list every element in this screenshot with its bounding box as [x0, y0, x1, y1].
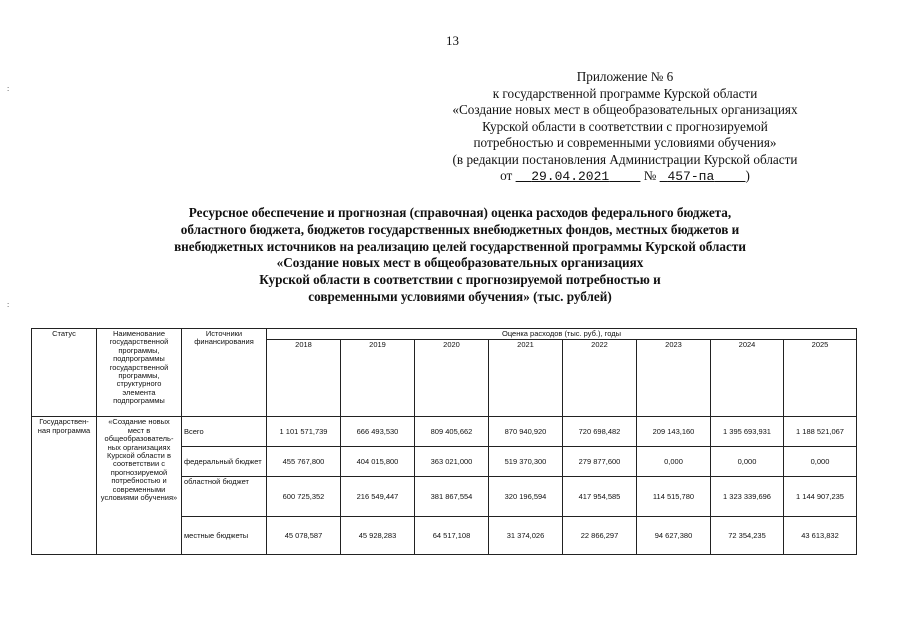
appendix-line: «Создание новых мест в общеобразовательных организациях: [452, 102, 798, 117]
title-line: областного бюджета, бюджетов государственных внебюджетных фондов, местных бюджетов и: [180, 221, 740, 237]
appendix-line: потребностью и современными условиями обучения»: [473, 135, 777, 150]
value-cell: 0,000: [637, 447, 711, 477]
header-year: 2023: [637, 340, 711, 417]
table-row: [32, 417, 857, 447]
appendix-block: [360, 69, 890, 186]
source-cell: Всего: [182, 417, 267, 447]
value-cell: 870 940,920: [489, 417, 563, 447]
margin-mark: :: [7, 84, 10, 93]
value-cell: 1 395 693,931: [711, 417, 784, 447]
header-status: Статус: [32, 329, 97, 417]
title-line: «Создание новых мест в общеобразовательных организациях: [276, 255, 644, 271]
value-cell: 0,000: [784, 447, 857, 477]
page-number: 13: [446, 33, 459, 48]
source-cell: федеральный бюджет: [182, 447, 267, 477]
number-value: 457-па: [667, 169, 715, 184]
header-source: Источники финансирования: [182, 329, 267, 417]
value-cell: 22 866,297: [563, 517, 637, 555]
value-cell: 114 515,780: [637, 477, 711, 517]
value-cell: 720 698,482: [563, 417, 637, 447]
value-cell: 43 613,832: [784, 517, 857, 555]
appendix-line: Приложение № 6: [576, 69, 674, 84]
value-cell: 809 405,662: [415, 417, 489, 447]
value-cell: 381 867,554: [415, 477, 489, 517]
source-cell: областной бюджет: [182, 477, 267, 517]
value-cell: 600 725,352: [267, 477, 341, 517]
header-year: 2020: [415, 340, 489, 417]
program-name-cell: «Создание новых мест в общеобразователь-ных организациях Курской области в соответствии с прогнозируемой потребностью и современными условиями обучения»: [97, 417, 182, 555]
value-cell: 455 767,800: [267, 447, 341, 477]
value-cell: 64 517,108: [415, 517, 489, 555]
value-cell: 0,000: [711, 447, 784, 477]
value-cell: 216 549,447: [341, 477, 415, 517]
date-value: 29.04.2021: [531, 169, 610, 184]
close-paren: ): [745, 168, 750, 183]
number-prefix: №: [643, 168, 657, 183]
appendix-date-line: [360, 168, 890, 186]
date-prefix: от: [500, 168, 513, 183]
value-cell: 363 021,000: [415, 447, 489, 477]
value-cell: 209 143,160: [637, 417, 711, 447]
header-year: 2021: [489, 340, 563, 417]
value-cell: 320 196,594: [489, 477, 563, 517]
appendix-line: (в редакции постановления Администрации Курской области: [452, 151, 798, 167]
value-cell: 45 928,283: [341, 517, 415, 555]
value-cell: 519 370,300: [489, 447, 563, 477]
status-cell: Государствен-ная программа: [32, 417, 97, 555]
value-cell: 94 627,380: [637, 517, 711, 555]
document-title: [70, 205, 850, 306]
value-cell: 45 078,587: [267, 517, 341, 555]
header-year: 2022: [563, 340, 637, 417]
resource-table: [31, 328, 857, 555]
margin-mark: :: [7, 300, 10, 309]
value-cell: 1 188 521,067: [784, 417, 857, 447]
value-cell: 1 101 571,739: [267, 417, 341, 447]
title-line: Ресурсное обеспечение и прогнозная (справочная) оценка расходов федерального бюджета,: [188, 205, 732, 220]
header-name: Наименование государственной программы, подпрограммы государственной программы, структурного элемента подпрограммы: [97, 329, 182, 417]
value-cell: 72 354,235: [711, 517, 784, 555]
value-cell: 404 015,800: [341, 447, 415, 477]
title-line: современными условиями обучения» (тыс. рублей): [308, 288, 612, 304]
header-year: 2018: [267, 340, 341, 417]
value-cell: 1 323 339,696: [711, 477, 784, 517]
value-cell: 417 954,585: [563, 477, 637, 517]
header-year: 2019: [341, 340, 415, 417]
appendix-line: Курской области в соответствии с прогнозируемой: [482, 118, 768, 134]
header-estimate: Оценка расходов (тыс. руб.), годы: [267, 329, 857, 340]
appendix-line: к государственной программе Курской области: [492, 85, 758, 101]
title-line: внебюджетных источников на реализацию целей государственной программы Курской области: [174, 238, 746, 254]
header-year: 2025: [784, 340, 857, 417]
value-cell: 666 493,530: [341, 417, 415, 447]
source-cell: местные бюджеты: [182, 517, 267, 555]
value-cell: 31 374,026: [489, 517, 563, 555]
title-line: Курской области в соответствии с прогнозируемой потребностью и: [259, 272, 661, 288]
header-year: 2024: [711, 340, 784, 417]
value-cell: 1 144 907,235: [784, 477, 857, 517]
value-cell: 279 877,600: [563, 447, 637, 477]
